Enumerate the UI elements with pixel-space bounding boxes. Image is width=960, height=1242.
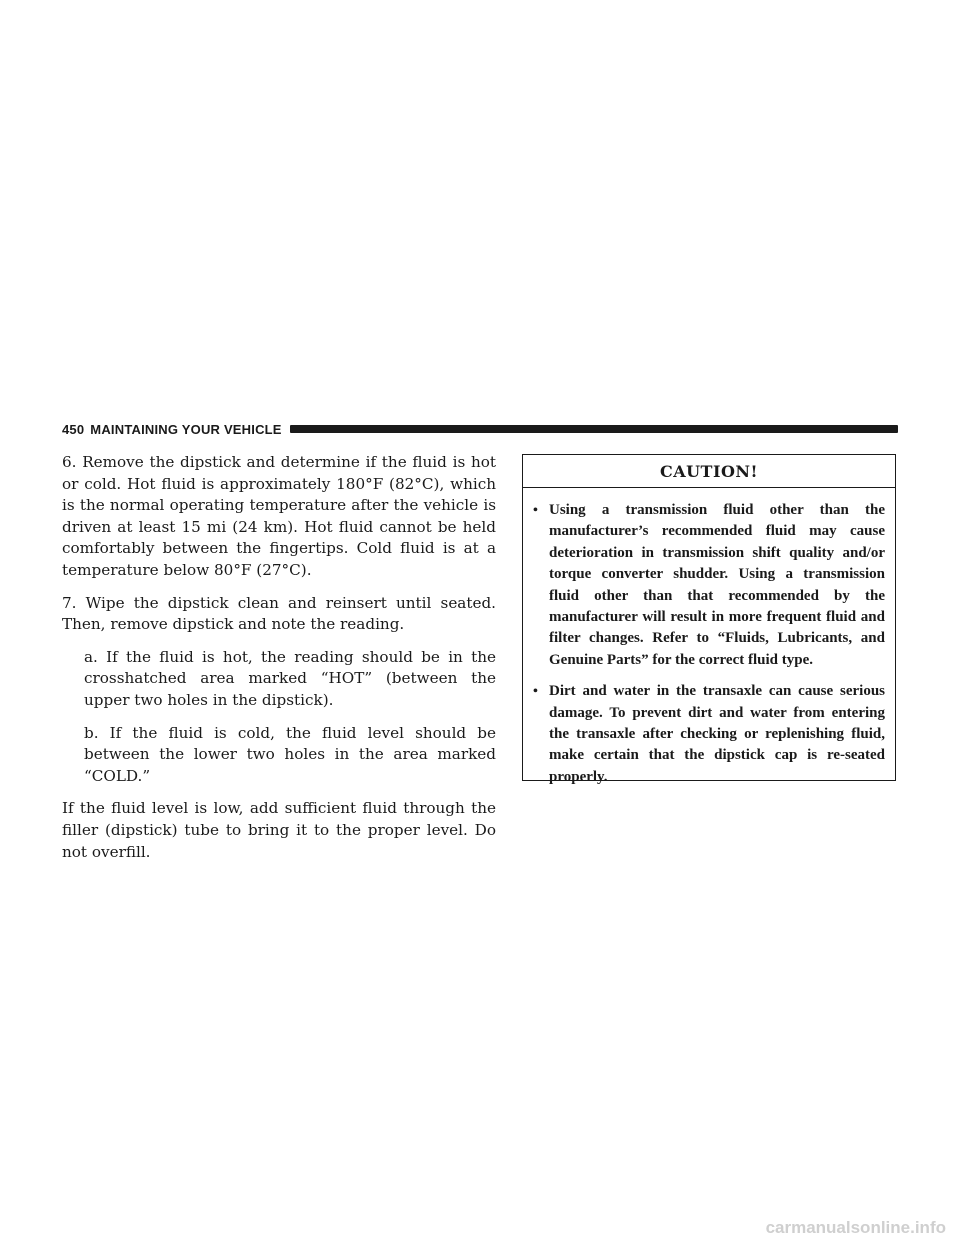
instructions-column	[62, 452, 496, 874]
watermark: carmanualsonline.info	[765, 1218, 946, 1237]
page-number: 450	[62, 421, 85, 437]
section-title: MAINTAINING YOUR VEHICLE	[90, 421, 282, 437]
low-fluid-paragraph: If the fluid level is low, add sufficient fluid through the filler (dipstick) tube to bring it to the proper level. Do not overfill.	[62, 799, 496, 861]
step-7-paragraph: 7. Wipe the dipstick clean and reinsert until seated. Then, remove dipstick and note the reading.	[62, 593, 496, 634]
bullet-icon: •	[533, 503, 538, 518]
caution-item-text: Using a transmission fluid other than the manufacturer’s recommended fluid may cause deterioration in transmission shift quality and/or torque converter shudder. Using a transmission fluid other than that recommended by the manufacturer will result in more frequent fluid and filter changes. Refer to “Fluids, Lubricants, and Genuine Parts” for the correct fluid type.	[549, 502, 885, 668]
caution-item-text: Dirt and water in the transaxle can cause serious damage. To prevent dirt and water from entering the transaxle after checking or replenishing fluid, make certain that the dipstick cap is re-seated properly.	[549, 683, 885, 785]
caution-title: CAUTION!	[523, 455, 895, 488]
caution-item	[533, 500, 885, 671]
caution-item	[533, 681, 885, 788]
step-6-paragraph: 6. Remove the dipstick and determine if the fluid is hot or cold. Hot fluid is approximately 180°F (82°C), which is the normal operating temperature after the vehicle is driven at least 15 mi (24 km). Hot fluid cannot be held comfortably between the fingertips. Cold fluid is at a temperature below 80°F (27°C).	[62, 453, 496, 579]
caution-list	[523, 488, 895, 788]
caution-box	[522, 454, 896, 785]
substep-b-paragraph: b. If the fluid is cold, the fluid level should be between the lower two holes in the area marked “COLD.”	[84, 723, 496, 785]
substep-a-paragraph: a. If the fluid is hot, the reading should be in the crosshatched area marked “HOT” (between the upper two holes in the dipstick).	[84, 647, 496, 709]
bullet-icon: •	[533, 684, 538, 700]
page-header	[62, 420, 898, 438]
header-rule	[290, 425, 898, 433]
